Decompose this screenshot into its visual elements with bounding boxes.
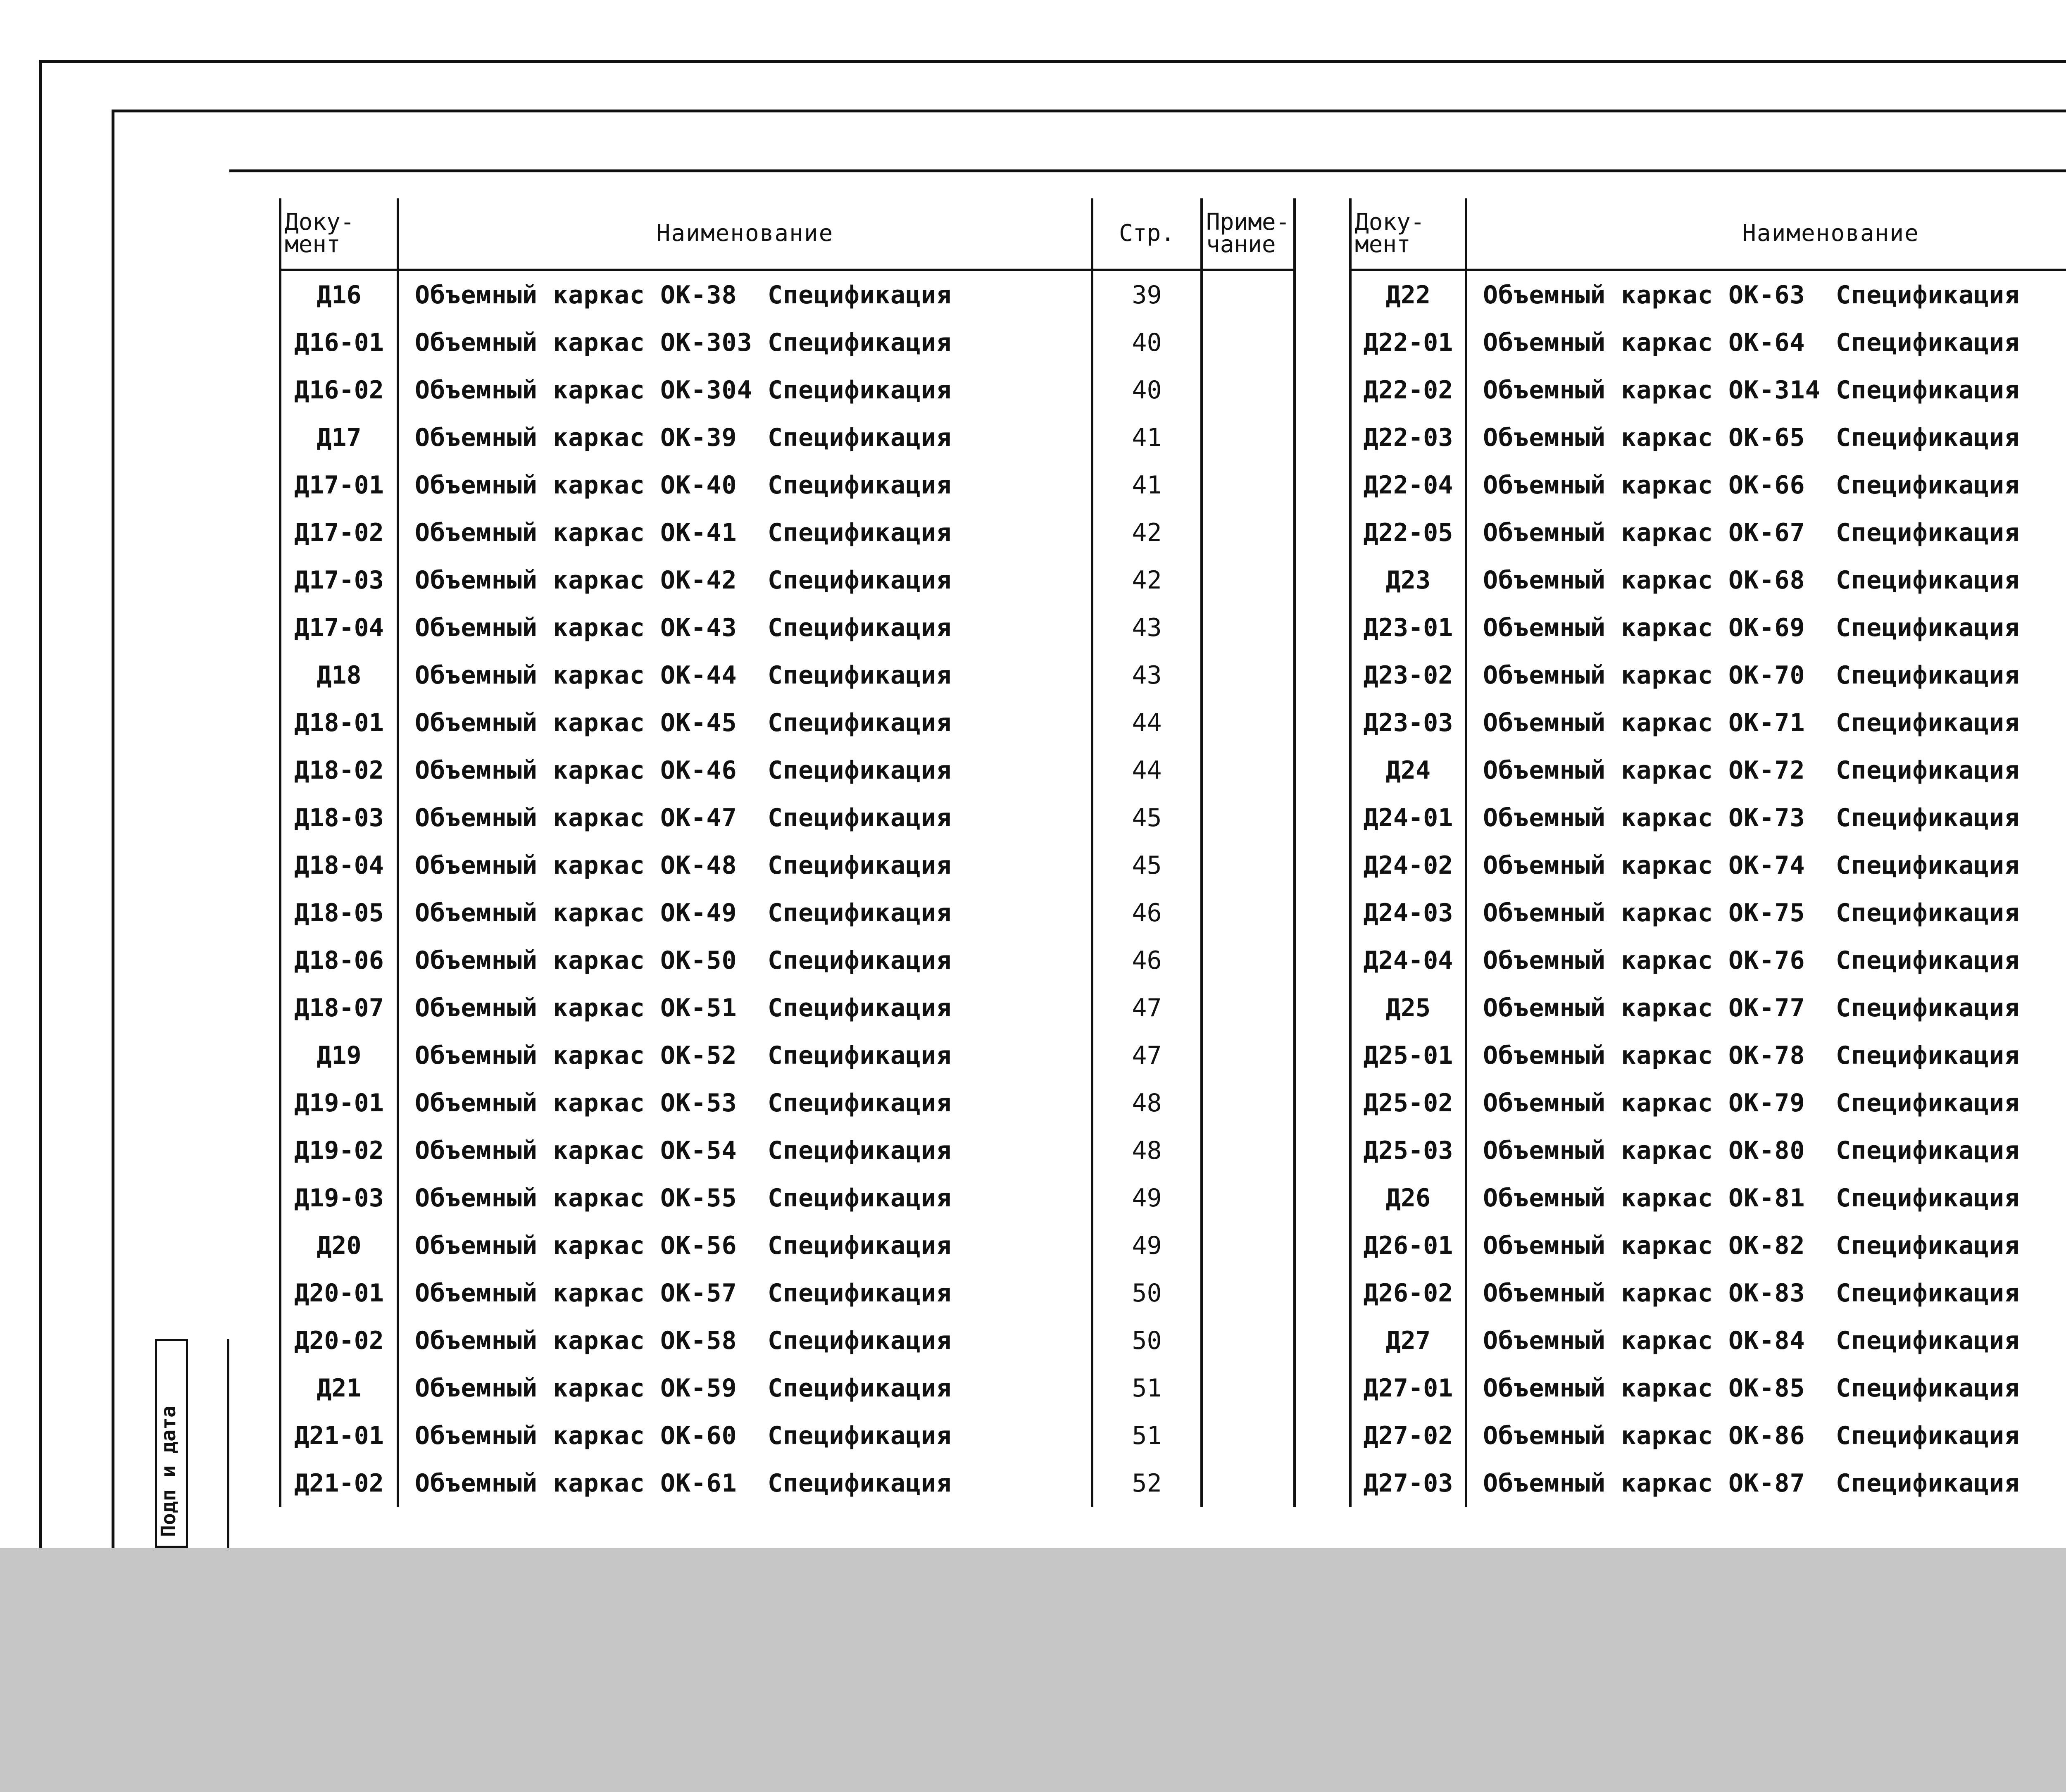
note-cell — [1202, 1032, 1295, 1079]
table-row — [280, 1127, 1295, 1174]
item-name: Объемный каркас ОК-64 Спецификация — [1466, 319, 2066, 366]
item-name: Объемный каркас ОК-48 Спецификация — [398, 841, 1092, 889]
item-name: Объемный каркас ОК-77 Спецификация — [1466, 984, 2066, 1032]
table-row — [1350, 1079, 2066, 1127]
stamp-label: Подп и дата — [157, 1406, 180, 1537]
note-cell — [1202, 746, 1295, 794]
item-name: Объемный каркас ОК-60 Спецификация — [398, 1412, 1092, 1459]
item-name: Объемный каркас ОК-39 Спецификация — [398, 414, 1092, 461]
item-name: Объемный каркас ОК-40 Спецификация — [398, 461, 1092, 509]
document-code: Д17-02 — [280, 509, 398, 556]
document-code: Д16 — [280, 270, 398, 319]
item-name: Объемный каркас ОК-56 Спецификация — [398, 1222, 1092, 1269]
note-cell — [1202, 937, 1295, 984]
document-code: Д19-03 — [280, 1174, 398, 1222]
item-name: Объемный каркас ОК-304 Спецификация — [398, 366, 1092, 414]
note-cell — [1202, 1127, 1295, 1174]
note-cell — [1202, 794, 1295, 841]
table-row — [280, 414, 1295, 461]
item-name: Объемный каркас ОК-42 Спецификация — [398, 556, 1092, 604]
page-ref: 49 — [1092, 1174, 1202, 1222]
item-name: Объемный каркас ОК-45 Спецификация — [398, 699, 1092, 746]
left-spec-table — [279, 198, 1296, 1507]
table-row — [280, 1032, 1295, 1079]
document-code: Д24 — [1350, 746, 1466, 794]
header-note: Приме- чание — [1202, 198, 1295, 270]
document-code: Д26-01 — [1350, 1222, 1466, 1269]
table-row — [1350, 841, 2066, 889]
item-name: Объемный каркас ОК-68 Спецификация — [1466, 556, 2066, 604]
document-code: Д17-01 — [280, 461, 398, 509]
page-ref: 44 — [1092, 699, 1202, 746]
document-code: Д21-02 — [280, 1459, 398, 1507]
item-name: Объемный каркас ОК-67 Спецификация — [1466, 509, 2066, 556]
page-ref: 52 — [1092, 1459, 1202, 1507]
item-name: Объемный каркас ОК-70 Спецификация — [1466, 651, 2066, 699]
document-code: Д22-01 — [1350, 319, 1466, 366]
item-name: Объемный каркас ОК-54 Спецификация — [398, 1127, 1092, 1174]
page-ref: 51 — [1092, 1412, 1202, 1459]
document-code: Д20-01 — [280, 1269, 398, 1317]
page-ref: 43 — [1092, 651, 1202, 699]
table-row — [280, 319, 1295, 366]
item-name: Объемный каркас ОК-59 Спецификация — [398, 1364, 1092, 1412]
item-name: Объемный каркас ОК-58 Спецификация — [398, 1317, 1092, 1364]
document-code: Д18 — [280, 651, 398, 699]
note-cell — [1202, 651, 1295, 699]
document-code: Д25 — [1350, 984, 1466, 1032]
document-code: Д17 — [280, 414, 398, 461]
note-cell — [1202, 841, 1295, 889]
table-row — [280, 937, 1295, 984]
document-code: Д24-01 — [1350, 794, 1466, 841]
item-name: Объемный каркас ОК-69 Спецификация — [1466, 604, 2066, 651]
note-cell — [1202, 1174, 1295, 1222]
note-cell — [1202, 509, 1295, 556]
document-code: Д21-01 — [280, 1412, 398, 1459]
header-name: Наименование — [398, 198, 1092, 270]
note-cell — [1202, 1459, 1295, 1507]
table-row — [280, 604, 1295, 651]
document-code: Д16-01 — [280, 319, 398, 366]
table-row — [280, 984, 1295, 1032]
document-code: Д27 — [1350, 1317, 1466, 1364]
right-spec-table — [1349, 198, 2066, 1507]
table-row — [1350, 937, 2066, 984]
note-cell — [1202, 414, 1295, 461]
note-cell — [1202, 1317, 1295, 1364]
table-row — [1350, 1459, 2066, 1507]
page-ref: 50 — [1092, 1269, 1202, 1317]
document-code: Д27-01 — [1350, 1364, 1466, 1412]
note-cell — [1202, 270, 1295, 319]
page-ref: 46 — [1092, 889, 1202, 937]
page-ref: 45 — [1092, 794, 1202, 841]
document-code: Д24-02 — [1350, 841, 1466, 889]
item-name: Объемный каркас ОК-43 Спецификация — [398, 604, 1092, 651]
item-name: Объемный каркас ОК-314 Спецификация — [1466, 366, 2066, 414]
item-name: Объемный каркас ОК-50 Спецификация — [398, 937, 1092, 984]
table-row — [1350, 794, 2066, 841]
document-code: Д23 — [1350, 556, 1466, 604]
document-code: Д23-01 — [1350, 604, 1466, 651]
item-name: Объемный каркас ОК-78 Спецификация — [1466, 1032, 2066, 1079]
item-name: Объемный каркас ОК-41 Спецификация — [398, 509, 1092, 556]
document-code: Д17-04 — [280, 604, 398, 651]
table-row — [280, 1364, 1295, 1412]
table-row — [1350, 699, 2066, 746]
table-row — [1350, 604, 2066, 651]
page-ref: 41 — [1092, 461, 1202, 509]
table-row — [1350, 366, 2066, 414]
table-row — [1350, 270, 2066, 319]
scan-gray-band — [0, 1548, 2066, 1792]
document-code: Д16-02 — [280, 366, 398, 414]
item-name: Объемный каркас ОК-75 Спецификация — [1466, 889, 2066, 937]
table-row — [280, 1317, 1295, 1364]
item-name: Объемный каркас ОК-84 Спецификация — [1466, 1317, 2066, 1364]
document-code: Д23-02 — [1350, 651, 1466, 699]
item-name: Объемный каркас ОК-79 Спецификация — [1466, 1079, 2066, 1127]
table-row — [1350, 1032, 2066, 1079]
document-code: Д19-02 — [280, 1127, 398, 1174]
item-name: Объемный каркас ОК-49 Спецификация — [398, 889, 1092, 937]
page-ref: 42 — [1092, 556, 1202, 604]
item-name: Объемный каркас ОК-80 Спецификация — [1466, 1127, 2066, 1174]
note-cell — [1202, 461, 1295, 509]
page-ref: 48 — [1092, 1127, 1202, 1174]
table-row — [280, 1079, 1295, 1127]
document-code: Д18-03 — [280, 794, 398, 841]
table-row — [280, 651, 1295, 699]
table-row — [280, 270, 1295, 319]
document-code: Д18-04 — [280, 841, 398, 889]
page-ref: 42 — [1092, 509, 1202, 556]
document-code: Д27-03 — [1350, 1459, 1466, 1507]
page-ref: 43 — [1092, 604, 1202, 651]
item-name: Объемный каркас ОК-86 Спецификация — [1466, 1412, 2066, 1459]
page-ref: 47 — [1092, 984, 1202, 1032]
note-cell — [1202, 604, 1295, 651]
table-row — [1350, 461, 2066, 509]
table-row — [280, 841, 1295, 889]
page-ref: 40 — [1092, 366, 1202, 414]
page-ref: 40 — [1092, 319, 1202, 366]
page-ref: 51 — [1092, 1364, 1202, 1412]
document-code: Д24-04 — [1350, 937, 1466, 984]
note-cell — [1202, 1412, 1295, 1459]
table-row — [1350, 1174, 2066, 1222]
note-cell — [1202, 1079, 1295, 1127]
header-page: Стр. — [1092, 198, 1202, 270]
note-cell — [1202, 889, 1295, 937]
table-row — [1350, 889, 2066, 937]
document-code: Д25-03 — [1350, 1127, 1466, 1174]
table-row — [280, 556, 1295, 604]
table-row — [280, 1269, 1295, 1317]
document-code: Д22-03 — [1350, 414, 1466, 461]
table-row — [1350, 509, 2066, 556]
note-cell — [1202, 984, 1295, 1032]
document-code: Д20 — [280, 1222, 398, 1269]
document-code: Д22 — [1350, 270, 1466, 319]
document-code: Д25-01 — [1350, 1032, 1466, 1079]
table-row — [1350, 1269, 2066, 1317]
item-name: Объемный каркас ОК-303 Спецификация — [398, 319, 1092, 366]
note-cell — [1202, 699, 1295, 746]
note-cell — [1202, 319, 1295, 366]
table-row — [280, 1174, 1295, 1222]
item-name: Объемный каркас ОК-73 Спецификация — [1466, 794, 2066, 841]
stamp-slot — [188, 1339, 229, 1548]
table-row — [1350, 1364, 2066, 1412]
table-row — [280, 889, 1295, 937]
item-name: Объемный каркас ОК-47 Спецификация — [398, 794, 1092, 841]
table-row — [280, 366, 1295, 414]
page-ref: 46 — [1092, 937, 1202, 984]
item-name: Объемный каркас ОК-81 Спецификация — [1466, 1174, 2066, 1222]
table-row — [1350, 746, 2066, 794]
document-code: Д17-03 — [280, 556, 398, 604]
document-code: Д23-03 — [1350, 699, 1466, 746]
header-document: Доку- мент — [280, 198, 398, 270]
document-code: Д18-02 — [280, 746, 398, 794]
note-cell — [1202, 1222, 1295, 1269]
table-row — [280, 794, 1295, 841]
header-name: Наименование — [1466, 198, 2066, 270]
item-name: Объемный каркас ОК-46 Спецификация — [398, 746, 1092, 794]
table-row — [280, 509, 1295, 556]
document-code: Д22-02 — [1350, 366, 1466, 414]
table-header — [280, 198, 1295, 270]
page-ref: 39 — [1092, 270, 1202, 319]
table-row — [1350, 984, 2066, 1032]
document-code: Д19 — [280, 1032, 398, 1079]
note-cell — [1202, 556, 1295, 604]
item-name: Объемный каркас ОК-87 Спецификация — [1466, 1459, 2066, 1507]
header-document: Доку- мент — [1350, 198, 1466, 270]
item-name: Объемный каркас ОК-44 Спецификация — [398, 651, 1092, 699]
document-code: Д19-01 — [280, 1079, 398, 1127]
table-row — [280, 1412, 1295, 1459]
table-row — [1350, 414, 2066, 461]
item-name: Объемный каркас ОК-66 Спецификация — [1466, 461, 2066, 509]
page-ref: 44 — [1092, 746, 1202, 794]
document-code: Д22-05 — [1350, 509, 1466, 556]
page-ref: 47 — [1092, 1032, 1202, 1079]
item-name: Объемный каркас ОК-38 Спецификация — [398, 270, 1092, 319]
page-ref: 50 — [1092, 1317, 1202, 1364]
document-code: Д26 — [1350, 1174, 1466, 1222]
document-code: Д20-02 — [280, 1317, 398, 1364]
page-ref: 41 — [1092, 414, 1202, 461]
document-code: Д27-02 — [1350, 1412, 1466, 1459]
table-row — [280, 746, 1295, 794]
item-name: Объемный каркас ОК-63 Спецификация — [1466, 270, 2066, 319]
item-name: Объемный каркас ОК-72 Спецификация — [1466, 746, 2066, 794]
item-name: Объемный каркас ОК-55 Спецификация — [398, 1174, 1092, 1222]
item-name: Объемный каркас ОК-52 Спецификация — [398, 1032, 1092, 1079]
document-code: Д21 — [280, 1364, 398, 1412]
document-code: Д18-07 — [280, 984, 398, 1032]
table-row — [280, 699, 1295, 746]
table-row — [1350, 651, 2066, 699]
note-cell — [1202, 366, 1295, 414]
page-ref: 49 — [1092, 1222, 1202, 1269]
page-ref: 45 — [1092, 841, 1202, 889]
note-cell — [1202, 1364, 1295, 1412]
item-name: Объемный каркас ОК-61 Спецификация — [398, 1459, 1092, 1507]
item-name: Объемный каркас ОК-65 Спецификация — [1466, 414, 2066, 461]
document-code: Д24-03 — [1350, 889, 1466, 937]
table-header — [1350, 198, 2066, 270]
document-code: Д22-04 — [1350, 461, 1466, 509]
table-row — [1350, 1222, 2066, 1269]
document-code: Д25-02 — [1350, 1079, 1466, 1127]
document-code: Д26-02 — [1350, 1269, 1466, 1317]
item-name: Объемный каркас ОК-53 Спецификация — [398, 1079, 1092, 1127]
document-code: Д18-06 — [280, 937, 398, 984]
table-row — [1350, 319, 2066, 366]
table-row — [280, 461, 1295, 509]
item-name: Объемный каркас ОК-85 Спецификация — [1466, 1364, 2066, 1412]
document-code: Д18-05 — [280, 889, 398, 937]
item-name: Объемный каркас ОК-51 Спецификация — [398, 984, 1092, 1032]
table-row — [280, 1222, 1295, 1269]
table-row — [1350, 1412, 2066, 1459]
item-name: Объемный каркас ОК-76 Спецификация — [1466, 937, 2066, 984]
table-row — [280, 1459, 1295, 1507]
item-name: Объемный каркас ОК-57 Спецификация — [398, 1269, 1092, 1317]
item-name: Объемный каркас ОК-82 Спецификация — [1466, 1222, 2066, 1269]
table-row — [1350, 1127, 2066, 1174]
table-row — [1350, 1317, 2066, 1364]
item-name: Объемный каркас ОК-71 Спецификация — [1466, 699, 2066, 746]
note-cell — [1202, 1269, 1295, 1317]
table-row — [1350, 556, 2066, 604]
item-name: Объемный каркас ОК-83 Спецификация — [1466, 1269, 2066, 1317]
item-name: Объемный каркас ОК-74 Спецификация — [1466, 841, 2066, 889]
document-code: Д18-01 — [280, 699, 398, 746]
page-ref: 48 — [1092, 1079, 1202, 1127]
